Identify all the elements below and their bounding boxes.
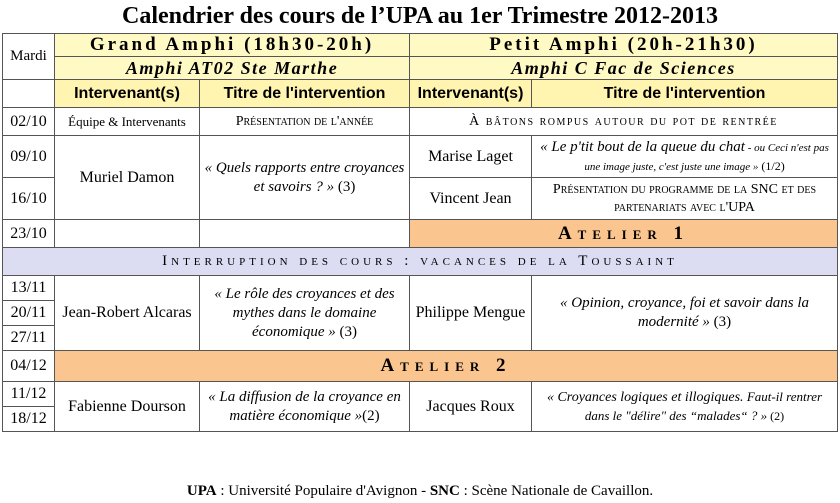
pa-title <box>532 136 838 178</box>
date-cell: 11/12 <box>3 382 55 407</box>
footer-upa-abbr: UPA <box>186 483 217 499</box>
ga-empty-cell <box>55 220 200 248</box>
atelier-banner: Atelier 1 <box>410 220 838 248</box>
pa-title-part: (2) <box>767 408 785 423</box>
pa-titre-header: Titre de l'intervention <box>532 80 838 108</box>
pa-speaker: Jacques Roux <box>410 382 532 432</box>
ga-speaker: Fabienne Dourson <box>55 382 200 432</box>
pa-title-sub: Faut-il rentrer dans le "délire" des “malades“ ? » <box>584 388 823 423</box>
pa-title-sub: - ou Ceci n'est pas une image juste, c'est juste une image » <box>584 141 829 173</box>
ga-title-text: « La diffusion de la croyance en matière économique » <box>208 388 401 424</box>
ga-title <box>200 382 410 432</box>
pa-speaker: Vincent Jean <box>410 178 532 220</box>
ga-title <box>200 136 410 220</box>
pa-title-main: « Le p'tit bout de la queue du chat <box>540 138 745 155</box>
date-cell: 09/10 <box>3 136 55 178</box>
pa-title-text: « Opinion, croyance, foi et savoir dans la modernité » <box>560 295 809 330</box>
ga-speaker: Jean-Robert Alcaras <box>55 276 200 351</box>
grand-amphi-name-text: Grand Amphi (18h30-20h) <box>89 34 375 55</box>
ga-title-text: « Quels rapports entre croyances et savoirs ? » <box>204 159 405 195</box>
ga-speaker: Équipe & Intervenants <box>55 108 200 136</box>
date-cell: 02/10 <box>3 108 55 136</box>
pa-merged-title: À bâtons rompus autour du pot de rentrée <box>410 108 838 136</box>
ga-titre-header: Titre de l'intervention <box>200 80 410 108</box>
ga-speaker: Muriel Damon <box>55 136 200 220</box>
pa-title <box>532 276 838 351</box>
ga-title-part: (3) <box>335 323 357 340</box>
ga-intervenant-header: Intervenant(s) <box>55 80 200 108</box>
ga-title <box>200 276 410 351</box>
footer-upa-full: : Université Populaire d'Avignon - <box>216 483 430 499</box>
date-cell: 18/12 <box>3 407 55 432</box>
schedule-table <box>2 33 838 432</box>
ga-title-part: (2) <box>362 407 380 424</box>
grand-amphi-room-text: Amphi AT02 Ste Marthe <box>125 58 339 78</box>
date-cell: 23/10 <box>3 220 55 248</box>
petit-amphi-room-text: Amphi C Fac de Sciences <box>511 58 736 78</box>
date-cell: 20/11 <box>3 301 55 326</box>
grand-amphi-name <box>55 34 410 57</box>
date-cell: 13/11 <box>3 276 55 301</box>
pa-speaker: Philippe Mengue <box>410 276 532 351</box>
pa-title-part: (1/2) <box>758 158 785 173</box>
footer-snc-full: : Scène Nationale de Cavaillon. <box>459 483 654 499</box>
interruption-banner: Interruption des cours : vacances de la Toussaint <box>3 248 838 276</box>
pa-intervenant-header: Intervenant(s) <box>410 80 532 108</box>
pa-title: Présentation du programme de la SNC et des partenariats avec l'UPA <box>532 178 838 220</box>
pa-title-main: « Croyances logiques et illogiques. <box>546 389 744 405</box>
day-label: Mardi <box>3 34 55 80</box>
date-cell: 27/11 <box>3 326 55 351</box>
date-cell: 16/10 <box>3 178 55 220</box>
pa-speaker: Marise Laget <box>410 136 532 178</box>
petit-amphi-room <box>410 57 838 80</box>
pa-title-part: (3) <box>709 314 732 330</box>
date-cell: 04/12 <box>3 351 55 382</box>
atelier-banner: Atelier 2 <box>55 351 838 382</box>
ga-empty-cell <box>200 220 410 248</box>
page-title: Calendrier des cours de l’UPA au 1er Trimestre 2012-2013 <box>122 3 718 29</box>
ga-title-part: (3) <box>334 178 356 195</box>
date-column-header <box>3 80 55 108</box>
petit-amphi-name-text: Petit Amphi (20h-21h30) <box>489 34 758 55</box>
ga-title-text: « Le rôle des croyances et des mythes dans le domaine économique » <box>214 285 395 340</box>
petit-amphi-name <box>410 34 838 57</box>
grand-amphi-room <box>55 57 410 80</box>
footer-note <box>0 481 840 501</box>
ga-title: Présentation de l'année <box>200 108 410 136</box>
footer-snc-abbr: SNC <box>429 483 460 499</box>
pa-title <box>532 382 838 432</box>
